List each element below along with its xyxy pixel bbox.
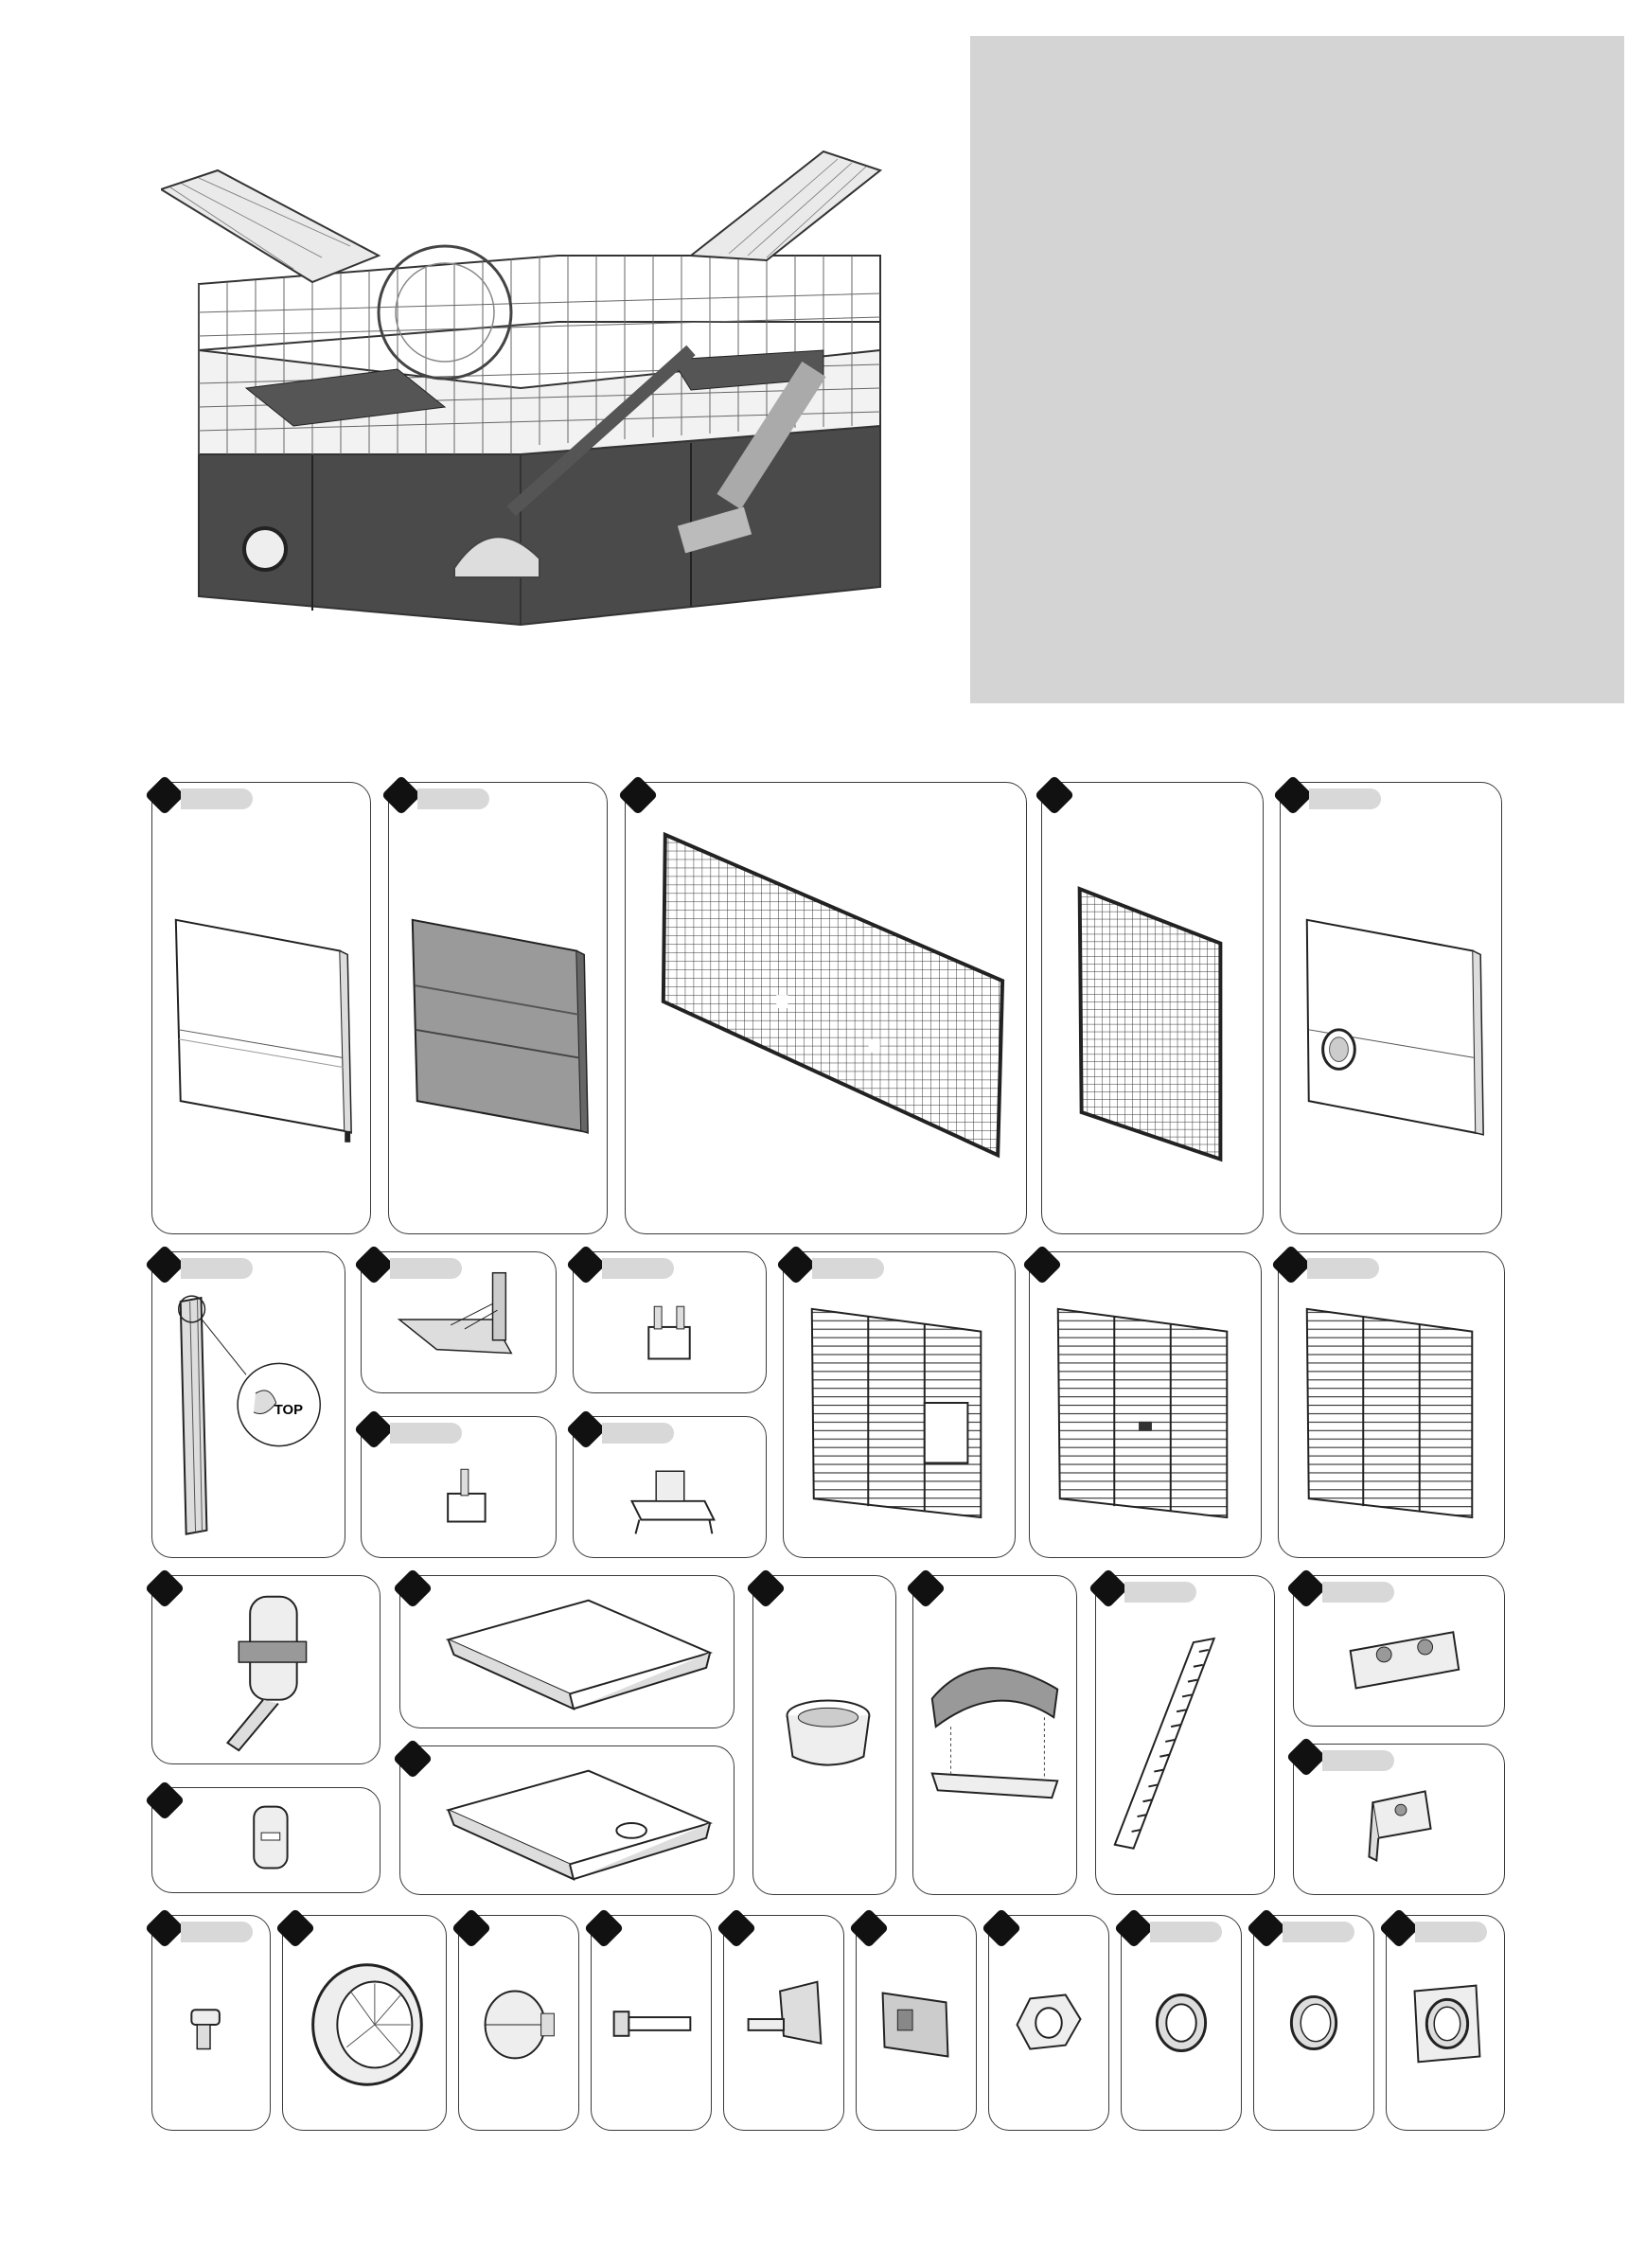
part-ring-large-card (1121, 1915, 1242, 2131)
part-lower-tray-card (399, 1745, 735, 1895)
food-bowl-drawing (753, 1576, 895, 1894)
part-connector-cross-card (573, 1416, 767, 1558)
single-platform-bracket-drawing (1294, 1745, 1504, 1894)
bar-grid-with-latch-drawing (1030, 1252, 1261, 1557)
wall-clip-drawing (152, 1788, 380, 1892)
part-peg-card (151, 1915, 271, 2131)
hideout-house-drawing (913, 1576, 1076, 1894)
water-bottle-drawing (152, 1576, 380, 1763)
part-wall-clip-card (151, 1787, 381, 1893)
double-platform-bracket-drawing (1294, 1576, 1504, 1726)
ladder-ramp-drawing (1096, 1576, 1274, 1894)
exercise-wheel-drawing (283, 1916, 446, 2130)
peg-drawing (152, 1916, 270, 2130)
part-platform-bracket-card (1293, 1575, 1505, 1727)
bar-grid-with-door-drawing (784, 1252, 1015, 1557)
part-grid-plain-card (1278, 1251, 1505, 1558)
part-grid-latch-card (1029, 1251, 1262, 1558)
latch-plate-drawing (857, 1916, 976, 2130)
upper-tray-drawing (400, 1576, 734, 1728)
bolt-drawing (592, 1916, 711, 2130)
four-way-connector-drawing (574, 1252, 766, 1392)
part-single-bracket-card (1293, 1744, 1505, 1895)
large-wire-mesh-panel-drawing (626, 783, 1026, 1233)
corner-post-drawing (152, 1252, 345, 1557)
cross-connector-drawing (574, 1417, 766, 1557)
part-connector-2way-card (361, 1416, 557, 1558)
lower-tray-with-hole-drawing (400, 1746, 734, 1894)
part-axle-card (723, 1915, 844, 2131)
part-upper-tray-card (399, 1575, 735, 1728)
tube-ring-drawing (1122, 1916, 1241, 2130)
two-way-connector-drawing (362, 1417, 556, 1557)
axle-mount-drawing (724, 1916, 843, 2130)
part-hideout-card (912, 1575, 1077, 1895)
part-nut-card (988, 1915, 1109, 2131)
part-water-bottle-card (151, 1575, 381, 1764)
part-ring-plate-card (1386, 1915, 1505, 2131)
part-grid-door-card (783, 1251, 1016, 1558)
part-panel-plain-card (151, 782, 371, 1234)
part-food-bowl-card (752, 1575, 896, 1895)
part-bolt-card (591, 1915, 712, 2131)
part-mesh-small-card (1041, 782, 1264, 1234)
plain-side-panel-drawing (152, 783, 370, 1233)
part-wheel-hub-card (458, 1915, 579, 2131)
part-latch-card (856, 1915, 977, 2131)
hex-nut-drawing (989, 1916, 1108, 2130)
info-panel-placeholder (970, 36, 1624, 703)
part-foot-bracket-card (361, 1251, 557, 1393)
ring-cap-drawing (1254, 1916, 1373, 2130)
part-ring-cap-card (1253, 1915, 1374, 2131)
side-panel-with-hole-drawing (1281, 783, 1501, 1233)
part-wheel-card (282, 1915, 447, 2131)
part-panel-dark-card (388, 782, 608, 1234)
part-ramp-card (1095, 1575, 1275, 1895)
top-marking-text: TOP (274, 1402, 303, 1418)
wheel-hub-drawing (459, 1916, 578, 2130)
tinted-side-panel-drawing (389, 783, 607, 1233)
part-panel-hole-card (1280, 782, 1502, 1234)
assembled-cage-illustration (161, 142, 918, 672)
part-connector-4way-card (573, 1251, 767, 1393)
ring-mounting-plate-drawing (1387, 1916, 1504, 2130)
bar-grid-plain-drawing (1279, 1252, 1504, 1557)
foot-bracket-drawing (362, 1252, 556, 1392)
small-wire-mesh-panel-drawing (1042, 783, 1263, 1233)
part-mesh-large-card (625, 782, 1027, 1234)
part-corner-post-card (151, 1251, 345, 1558)
